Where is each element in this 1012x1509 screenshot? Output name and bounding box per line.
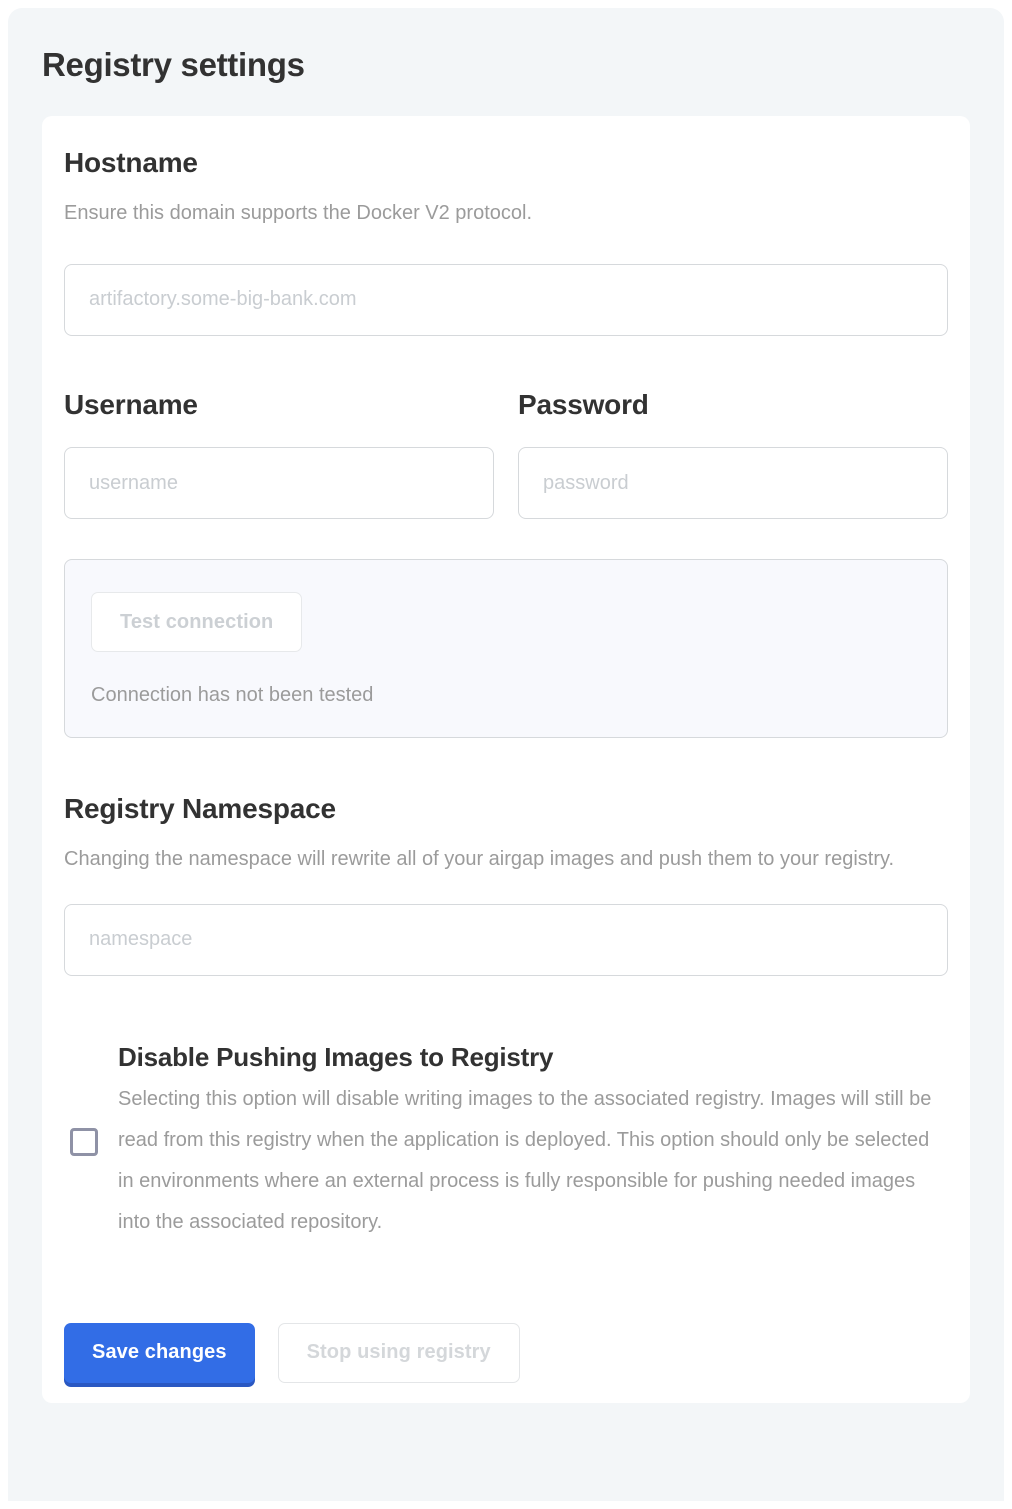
hostname-input[interactable] bbox=[64, 264, 948, 336]
test-connection-panel bbox=[64, 559, 948, 738]
credentials-row bbox=[64, 388, 948, 520]
password-section bbox=[518, 388, 948, 520]
hostname-section bbox=[64, 146, 948, 336]
namespace-help-text: Changing the namespace will rewrite all of your airgap images and push them to your registry. bbox=[64, 847, 895, 870]
disable-pushing-section bbox=[64, 1042, 948, 1243]
page-title: Registry settings bbox=[42, 46, 305, 83]
username-input[interactable] bbox=[64, 447, 494, 519]
disable-pushing-text bbox=[118, 1042, 948, 1243]
password-input[interactable] bbox=[518, 447, 948, 519]
namespace-section bbox=[64, 792, 948, 976]
actions-row bbox=[64, 1323, 948, 1383]
test-connection-button[interactable]: Test connection bbox=[91, 592, 302, 652]
username-section bbox=[64, 388, 494, 520]
page-background bbox=[8, 8, 1004, 1501]
password-label: Password bbox=[518, 388, 649, 420]
stop-using-registry-button[interactable]: Stop using registry bbox=[278, 1323, 520, 1383]
namespace-input[interactable] bbox=[64, 904, 948, 976]
disable-pushing-checkbox[interactable] bbox=[70, 1128, 98, 1156]
save-changes-button[interactable]: Save changes bbox=[64, 1323, 255, 1383]
registry-settings-card bbox=[42, 116, 970, 1403]
hostname-label: Hostname bbox=[64, 147, 198, 178]
connection-status-text: Connection has not been tested bbox=[91, 684, 374, 707]
username-label: Username bbox=[64, 388, 198, 420]
disable-pushing-label: Disable Pushing Images to Registry bbox=[118, 1041, 554, 1072]
disable-pushing-description: Selecting this option will disable writing images to the associated registry. Images will still be read from this registry when the application is deployed. This option should only be selected in environments where an external process is fully responsible for pushing needed images into the associated repository. bbox=[118, 1087, 932, 1233]
hostname-help-text: Ensure this domain supports the Docker V2 protocol. bbox=[64, 201, 533, 224]
namespace-label: Registry Namespace bbox=[64, 793, 336, 825]
